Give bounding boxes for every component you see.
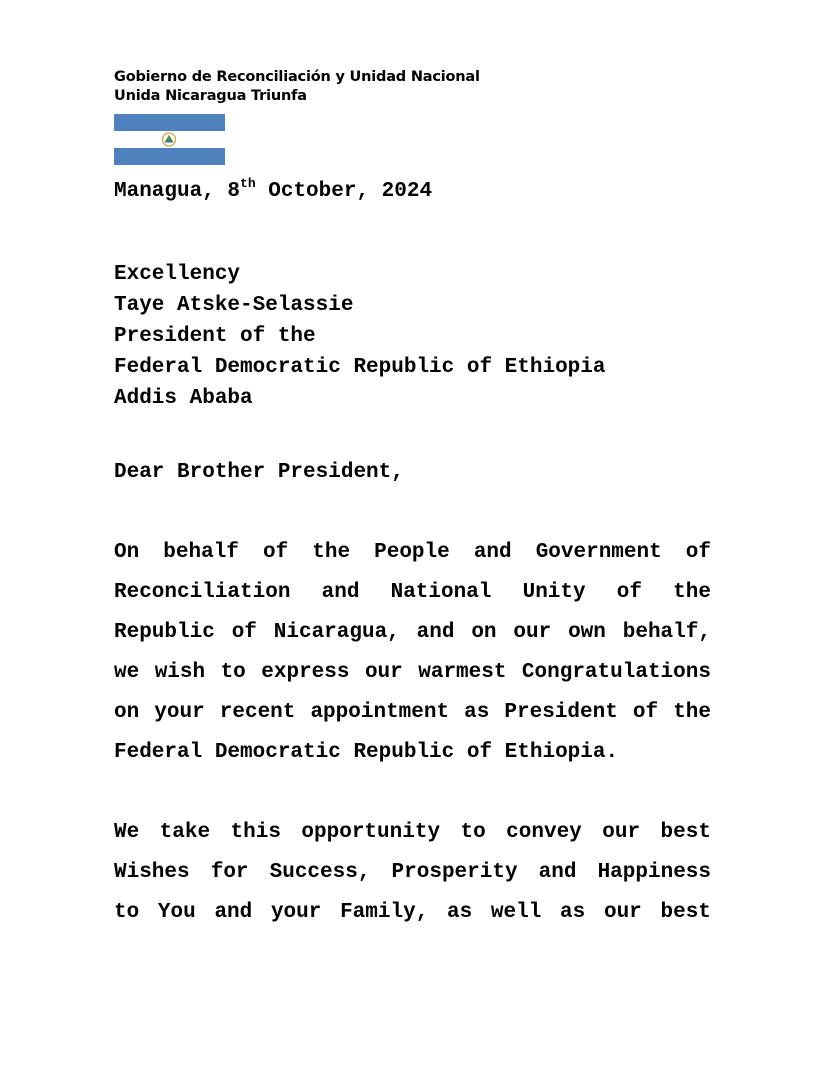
word: Happiness xyxy=(597,861,711,884)
paragraph-line xyxy=(114,573,711,613)
word: People xyxy=(374,541,450,564)
body-paragraph-1 xyxy=(114,533,711,773)
body-paragraph-2 xyxy=(114,813,711,933)
word: of xyxy=(632,701,659,724)
coat-of-arms-icon xyxy=(161,132,177,147)
word: Prosperity xyxy=(391,861,518,884)
word: of xyxy=(466,741,493,764)
paragraph-line xyxy=(114,653,711,693)
word: as xyxy=(464,701,490,724)
word: Success, xyxy=(269,861,371,884)
word: of xyxy=(262,541,289,564)
paragraph-line xyxy=(114,613,711,653)
word: of xyxy=(616,581,642,604)
word: best xyxy=(660,821,711,844)
recipient-city: Addis Ababa xyxy=(114,387,253,410)
word: our xyxy=(364,661,403,684)
word: the xyxy=(673,581,711,604)
paragraph-line xyxy=(114,853,711,893)
word: wish xyxy=(154,661,206,684)
recipient-title: President of the xyxy=(114,325,316,348)
word: warmest xyxy=(418,661,507,684)
word: convey xyxy=(506,821,582,844)
word: your xyxy=(270,901,322,924)
word: and xyxy=(538,861,577,884)
word: to xyxy=(460,821,486,844)
word: best xyxy=(660,901,711,924)
word: Reconciliation xyxy=(114,581,291,604)
flag-band-top xyxy=(114,114,225,131)
word: and xyxy=(416,621,455,644)
letterhead-government-name: Gobierno de Reconciliación y Unidad Nacional xyxy=(114,69,480,85)
paragraph-line xyxy=(114,733,711,773)
date-ordinal-suffix: th xyxy=(240,176,256,191)
flag-band-bottom xyxy=(114,148,225,165)
word: On xyxy=(114,541,140,564)
word: express xyxy=(261,661,350,684)
recipient-address xyxy=(114,259,605,414)
word: we xyxy=(114,661,140,684)
word: recent xyxy=(219,701,296,724)
letter-date xyxy=(114,178,432,206)
word: and xyxy=(321,581,360,604)
recipient-country: Federal Democratic Republic of Ethiopia xyxy=(114,356,606,379)
word: Unity xyxy=(522,581,586,604)
word: opportunity xyxy=(301,821,441,844)
word: well xyxy=(490,901,542,924)
paragraph-line xyxy=(114,893,711,933)
word: We xyxy=(114,821,140,844)
date-place-day: Managua, 8 xyxy=(114,180,241,203)
word: Republic xyxy=(353,741,455,764)
word: on xyxy=(471,621,497,644)
paragraph-line xyxy=(114,813,711,853)
recipient-name: Taye Atske-Selassie xyxy=(114,294,354,317)
word: own xyxy=(568,621,606,644)
letterhead xyxy=(114,68,480,106)
word: You xyxy=(157,901,196,924)
word: to xyxy=(114,901,140,924)
word: take xyxy=(159,821,211,844)
word: as xyxy=(447,901,473,924)
word: President xyxy=(504,701,618,724)
word: behalf, xyxy=(622,621,711,644)
date-month-year: October, 2024 xyxy=(255,180,433,203)
word: this xyxy=(230,821,281,844)
word: and xyxy=(473,541,512,564)
word: Wishes xyxy=(114,861,190,884)
word: your xyxy=(154,701,205,724)
word: Ethiopia. xyxy=(504,741,619,764)
word: our xyxy=(603,901,642,924)
word: Family, xyxy=(340,901,429,924)
nicaragua-flag-icon xyxy=(114,114,225,165)
letterhead-slogan: Unida Nicaragua Triunfa xyxy=(114,88,307,104)
recipient-honorific: Excellency xyxy=(114,263,241,286)
word: our xyxy=(602,821,641,844)
word: National xyxy=(390,581,492,604)
word: behalf xyxy=(163,541,239,564)
word: our xyxy=(513,621,552,644)
word: on xyxy=(114,701,140,724)
word: Government xyxy=(535,541,662,564)
word: Democratic xyxy=(214,741,341,764)
word: as xyxy=(560,901,586,924)
word: of xyxy=(685,541,711,564)
word: Congratulations xyxy=(521,661,711,684)
word: the xyxy=(312,541,351,564)
word: Nicaragua, xyxy=(273,621,400,644)
word: the xyxy=(673,701,711,724)
word: Republic xyxy=(114,621,215,644)
word: of xyxy=(231,621,257,644)
word: appointment xyxy=(310,701,450,724)
word: Federal xyxy=(114,741,203,764)
salutation: Dear Brother President, xyxy=(114,461,404,484)
paragraph-line xyxy=(114,533,711,573)
word: and xyxy=(214,901,253,924)
paragraph-line xyxy=(114,693,711,733)
word: for xyxy=(210,861,249,884)
word: to xyxy=(220,661,246,684)
